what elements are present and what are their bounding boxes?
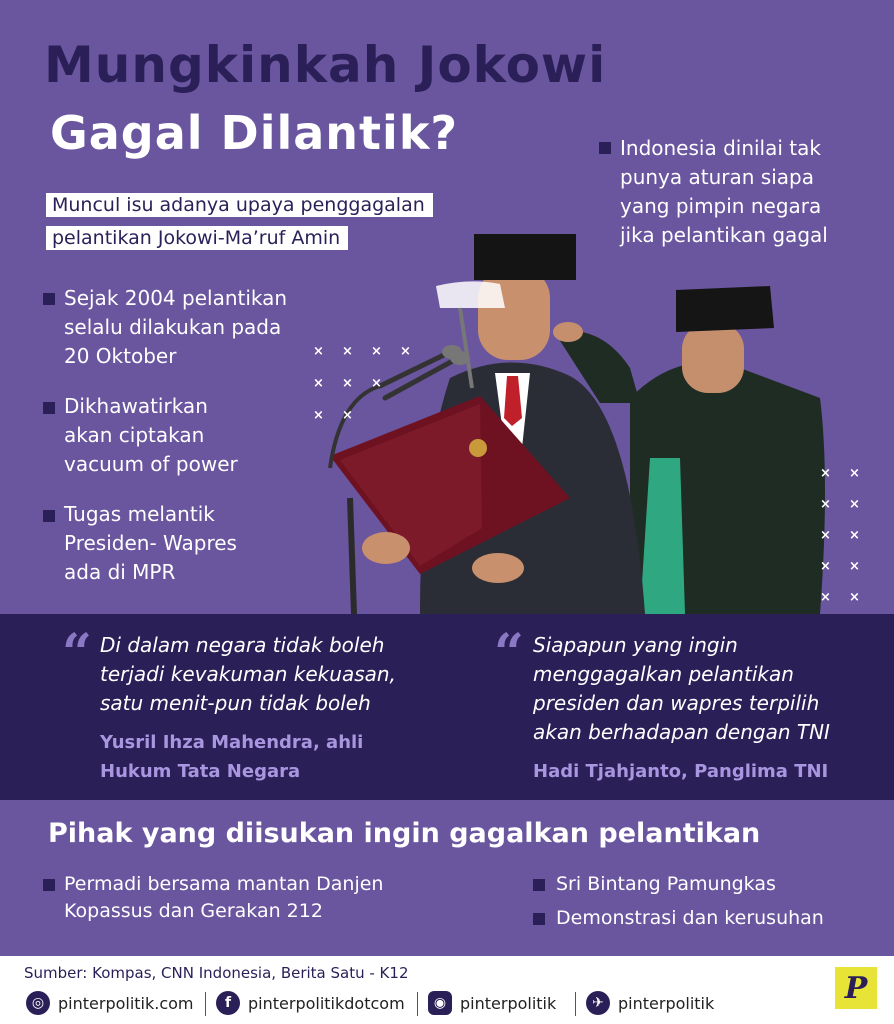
website-link[interactable]: [26, 989, 194, 1017]
section-title: Pihak yang diisukan ingin gagalkan pelantikan: [48, 818, 761, 849]
divider: [417, 992, 418, 1016]
divider: [575, 992, 576, 1016]
item-line: Permadi bersama mantan Danjen: [64, 873, 384, 895]
social-label: pinterpolitik.com: [58, 993, 194, 1013]
facebook-icon: f: [216, 991, 240, 1015]
facebook-link[interactable]: [216, 989, 405, 1017]
bullet-marker: [43, 510, 55, 522]
quote-line: menggagalkan pelantikan: [533, 662, 794, 686]
bullet-marker: [43, 402, 55, 414]
quote-1-author: [100, 728, 363, 786]
title-line-1: Mungkinkah Jokowi: [44, 36, 607, 94]
quote-line: terjadi kevakuman kekuasan,: [100, 662, 396, 686]
globe-icon: ◎: [26, 991, 50, 1015]
title-line-2: Gagal Dilantik?: [50, 106, 459, 160]
decor-x-pattern: × × × ×: [313, 344, 411, 359]
divider: [205, 992, 206, 1016]
bullet-marker: [533, 913, 545, 925]
social-label: pinterpolitik: [460, 993, 557, 1013]
bullet-marker: [533, 879, 545, 891]
note-line: jika pelantikan gagal: [620, 223, 828, 247]
bullet-marker: [43, 879, 55, 891]
instagram-link[interactable]: [428, 989, 556, 1017]
section-right-item-1: Sri Bintang Pamungkas: [556, 873, 776, 895]
author-line: Yusril Ihza Mahendra, ahli: [100, 732, 364, 753]
quote-mark-icon: “: [494, 623, 524, 684]
note-line: Indonesia dinilai tak: [620, 136, 821, 160]
social-label: pinterpolitik: [618, 993, 715, 1013]
bullet-line: 20 Oktober: [64, 344, 177, 368]
lamp-shade: [436, 281, 505, 308]
highlight-line-1: Muncul isu adanya upaya penggagalan: [46, 193, 433, 217]
bullet-marker: [599, 142, 611, 154]
footer: [0, 956, 894, 1024]
left-bullet-2: [64, 392, 238, 479]
quote-line: satu menit-pun tidak boleh: [100, 691, 371, 715]
decor-x-pattern: × × × × × × × × × ×: [820, 466, 860, 605]
author-line: Hukum Tata Negara: [100, 761, 301, 782]
highlight-line-2: pelantikan Jokowi-Ma’ruf Amin: [46, 226, 348, 250]
bullet-line: Presiden- Wapres: [64, 531, 237, 555]
bullet-line: Tugas melantik: [64, 502, 215, 526]
bullet-line: ada di MPR: [64, 560, 176, 584]
decor-x-pattern: × × ×: [313, 376, 382, 391]
quote-line: akan berhadapan dengan TNI: [533, 720, 830, 744]
decor-x-pattern: × ×: [313, 408, 353, 423]
note-line: yang pimpin negara: [620, 194, 822, 218]
bullet-line: Dikhawatirkan: [64, 394, 208, 418]
instagram-icon: ◉: [428, 991, 452, 1015]
bullet-line: selalu dilakukan pada: [64, 315, 282, 339]
quote-line: Siapapun yang ingin: [533, 633, 738, 657]
social-label: pinterpolitikdotcom: [248, 993, 405, 1013]
bullet-marker: [43, 293, 55, 305]
quote-mark-icon: “: [62, 623, 92, 684]
section-right-item-2: Demonstrasi dan kerusuhan: [556, 907, 824, 929]
bullet-line: akan ciptakan: [64, 423, 205, 447]
quote-2: [533, 631, 830, 747]
inauguration-photo: [300, 228, 894, 614]
twitter-link[interactable]: [586, 989, 714, 1017]
note-line: punya aturan siapa: [620, 165, 814, 189]
quote-line: presiden dan wapres terpilih: [533, 691, 820, 715]
bullet-line: vacuum of power: [64, 452, 238, 476]
quote-2-author: [533, 757, 828, 786]
quote-1: [100, 631, 396, 718]
left-bullet-3: [64, 500, 237, 587]
twitter-icon: ✈: [586, 991, 610, 1015]
item-line: Kopassus dan Gerakan 212: [64, 900, 323, 922]
pinterpolitik-logo: P: [835, 967, 877, 1009]
source-text: Sumber: Kompas, CNN Indonesia, Berita Satu - K12: [24, 964, 409, 982]
section-left-item: [64, 871, 383, 925]
quote-line: Di dalam negara tidak boleh: [100, 633, 385, 657]
author-line: Hadi Tjahjanto, Panglima TNI: [533, 761, 829, 782]
left-bullet-1: [64, 284, 287, 371]
bullet-line: Sejak 2004 pelantikan: [64, 286, 288, 310]
